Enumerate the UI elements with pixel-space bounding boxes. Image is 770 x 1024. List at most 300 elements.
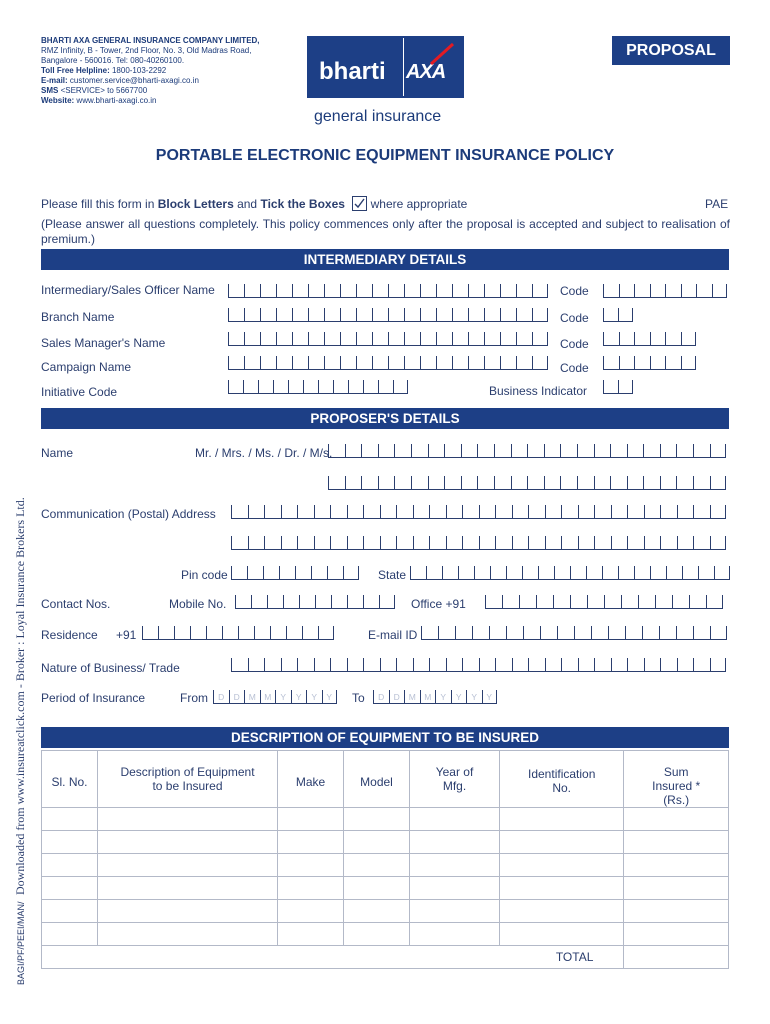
char-cell[interactable]	[380, 536, 397, 550]
char-cell[interactable]	[619, 332, 635, 346]
date-cell[interactable]: Y	[322, 690, 338, 704]
char-cell[interactable]	[404, 356, 420, 370]
table-row[interactable]	[42, 923, 729, 946]
char-cell[interactable]	[356, 356, 372, 370]
char-cell[interactable]	[650, 284, 666, 298]
char-cell[interactable]	[327, 566, 343, 580]
char-cell[interactable]	[644, 658, 661, 672]
char-cell[interactable]	[235, 595, 251, 609]
char-cell[interactable]	[458, 566, 474, 580]
char-cell[interactable]	[676, 444, 693, 458]
char-cell[interactable]	[710, 536, 727, 550]
char-cell[interactable]	[665, 356, 681, 370]
char-cell[interactable]	[428, 444, 445, 458]
char-cell[interactable]	[677, 505, 694, 519]
officer-name-field[interactable]	[228, 284, 548, 298]
char-cell[interactable]	[446, 536, 463, 550]
char-cell[interactable]	[347, 595, 363, 609]
char-cell[interactable]	[479, 658, 496, 672]
char-cell[interactable]	[461, 476, 478, 490]
char-cell[interactable]	[484, 284, 500, 298]
char-cell[interactable]	[696, 284, 712, 298]
char-cell[interactable]	[413, 505, 430, 519]
char-cell[interactable]	[489, 626, 506, 640]
char-cell[interactable]	[710, 505, 727, 519]
char-cell[interactable]	[468, 332, 484, 346]
char-cell[interactable]	[308, 308, 324, 322]
char-cell[interactable]	[611, 536, 628, 550]
char-cell[interactable]	[462, 505, 479, 519]
char-cell[interactable]	[372, 308, 388, 322]
char-cell[interactable]	[158, 626, 174, 640]
char-cell[interactable]	[468, 356, 484, 370]
char-cell[interactable]	[586, 566, 602, 580]
char-cell[interactable]	[494, 476, 511, 490]
char-cell[interactable]	[591, 626, 608, 640]
char-cell[interactable]	[426, 566, 442, 580]
char-cell[interactable]	[228, 380, 243, 394]
address-field-line1[interactable]	[231, 505, 726, 519]
char-cell[interactable]	[536, 595, 553, 609]
char-cell[interactable]	[388, 284, 404, 298]
char-cell[interactable]	[638, 595, 655, 609]
date-cell[interactable]: Y	[435, 690, 451, 704]
char-cell[interactable]	[682, 566, 698, 580]
char-cell[interactable]	[618, 566, 634, 580]
char-cell[interactable]	[540, 626, 557, 640]
char-cell[interactable]	[544, 476, 561, 490]
char-cell[interactable]	[519, 595, 536, 609]
char-cell[interactable]	[627, 444, 644, 458]
char-cell[interactable]	[372, 332, 388, 346]
char-cell[interactable]	[689, 595, 706, 609]
char-cell[interactable]	[318, 626, 334, 640]
date-cell[interactable]: M	[244, 690, 260, 704]
date-cell[interactable]: M	[420, 690, 436, 704]
char-cell[interactable]	[345, 476, 362, 490]
char-cell[interactable]	[263, 566, 279, 580]
char-cell[interactable]	[331, 595, 347, 609]
char-cell[interactable]	[279, 566, 295, 580]
char-cell[interactable]	[627, 476, 644, 490]
char-cell[interactable]	[495, 658, 512, 672]
char-cell[interactable]	[340, 284, 356, 298]
char-cell[interactable]	[260, 284, 276, 298]
name-field-line2[interactable]	[328, 476, 726, 490]
char-cell[interactable]	[363, 658, 380, 672]
char-cell[interactable]	[603, 380, 618, 394]
char-cell[interactable]	[231, 566, 247, 580]
char-cell[interactable]	[299, 595, 315, 609]
char-cell[interactable]	[267, 595, 283, 609]
char-cell[interactable]	[303, 380, 318, 394]
char-cell[interactable]	[594, 658, 611, 672]
table-row[interactable]	[42, 854, 729, 877]
char-cell[interactable]	[528, 658, 545, 672]
char-cell[interactable]	[477, 476, 494, 490]
char-cell[interactable]	[281, 536, 298, 550]
char-cell[interactable]	[610, 444, 627, 458]
char-cell[interactable]	[286, 626, 302, 640]
char-cell[interactable]	[714, 566, 730, 580]
char-cell[interactable]	[659, 626, 676, 640]
char-cell[interactable]	[608, 626, 625, 640]
char-cell[interactable]	[561, 505, 578, 519]
char-cell[interactable]	[516, 308, 532, 322]
char-cell[interactable]	[436, 332, 452, 346]
date-cell[interactable]: D	[229, 690, 245, 704]
char-cell[interactable]	[311, 566, 327, 580]
char-cell[interactable]	[560, 476, 577, 490]
char-cell[interactable]	[347, 658, 364, 672]
char-cell[interactable]	[570, 566, 586, 580]
char-cell[interactable]	[603, 356, 619, 370]
char-cell[interactable]	[380, 505, 397, 519]
char-cell[interactable]	[222, 626, 238, 640]
char-cell[interactable]	[283, 595, 299, 609]
char-cell[interactable]	[502, 595, 519, 609]
char-cell[interactable]	[315, 595, 331, 609]
char-cell[interactable]	[244, 308, 260, 322]
char-cell[interactable]	[324, 356, 340, 370]
char-cell[interactable]	[343, 566, 359, 580]
char-cell[interactable]	[545, 536, 562, 550]
char-cell[interactable]	[660, 536, 677, 550]
char-cell[interactable]	[578, 536, 595, 550]
char-cell[interactable]	[462, 536, 479, 550]
char-cell[interactable]	[174, 626, 190, 640]
date-cell[interactable]: M	[404, 690, 420, 704]
char-cell[interactable]	[545, 505, 562, 519]
nature-of-business-field[interactable]	[231, 658, 726, 672]
char-cell[interactable]	[308, 284, 324, 298]
char-cell[interactable]	[538, 566, 554, 580]
char-cell[interactable]	[410, 566, 426, 580]
char-cell[interactable]	[302, 626, 318, 640]
char-cell[interactable]	[244, 332, 260, 346]
char-cell[interactable]	[330, 536, 347, 550]
char-cell[interactable]	[260, 308, 276, 322]
char-cell[interactable]	[495, 536, 512, 550]
business-indicator-field[interactable]	[603, 380, 633, 394]
char-cell[interactable]	[619, 356, 635, 370]
char-cell[interactable]	[444, 476, 461, 490]
office-phone-field[interactable]	[485, 595, 723, 609]
char-cell[interactable]	[594, 536, 611, 550]
campaign-code-field[interactable]	[603, 356, 696, 370]
char-cell[interactable]	[512, 536, 529, 550]
char-cell[interactable]	[270, 626, 286, 640]
char-cell[interactable]	[506, 566, 522, 580]
char-cell[interactable]	[455, 626, 472, 640]
officer-code-field[interactable]	[603, 284, 727, 298]
char-cell[interactable]	[511, 476, 528, 490]
char-cell[interactable]	[681, 356, 697, 370]
char-cell[interactable]	[292, 284, 308, 298]
char-cell[interactable]	[292, 356, 308, 370]
char-cell[interactable]	[484, 308, 500, 322]
char-cell[interactable]	[532, 308, 548, 322]
char-cell[interactable]	[553, 595, 570, 609]
char-cell[interactable]	[330, 505, 347, 519]
char-cell[interactable]	[281, 505, 298, 519]
char-cell[interactable]	[238, 626, 254, 640]
char-cell[interactable]	[506, 626, 523, 640]
char-cell[interactable]	[228, 284, 244, 298]
char-cell[interactable]	[388, 308, 404, 322]
char-cell[interactable]	[665, 332, 681, 346]
char-cell[interactable]	[328, 444, 345, 458]
date-cell[interactable]: Y	[275, 690, 291, 704]
date-cell[interactable]: Y	[451, 690, 467, 704]
char-cell[interactable]	[528, 505, 545, 519]
date-cell[interactable]: Y	[306, 690, 322, 704]
char-cell[interactable]	[644, 505, 661, 519]
char-cell[interactable]	[677, 658, 694, 672]
char-cell[interactable]	[618, 308, 633, 322]
char-cell[interactable]	[625, 626, 642, 640]
char-cell[interactable]	[436, 284, 452, 298]
date-cell[interactable]: M	[260, 690, 276, 704]
char-cell[interactable]	[281, 658, 298, 672]
char-cell[interactable]	[264, 536, 281, 550]
char-cell[interactable]	[693, 476, 710, 490]
char-cell[interactable]	[297, 505, 314, 519]
manager-code-field[interactable]	[603, 332, 696, 346]
char-cell[interactable]	[446, 658, 463, 672]
char-cell[interactable]	[693, 444, 710, 458]
char-cell[interactable]	[348, 380, 363, 394]
char-cell[interactable]	[710, 444, 727, 458]
char-cell[interactable]	[477, 444, 494, 458]
char-cell[interactable]	[324, 332, 340, 346]
date-cell[interactable]: D	[373, 690, 389, 704]
email-field[interactable]	[421, 626, 727, 640]
char-cell[interactable]	[706, 595, 723, 609]
char-cell[interactable]	[429, 658, 446, 672]
char-cell[interactable]	[361, 476, 378, 490]
char-cell[interactable]	[264, 505, 281, 519]
char-cell[interactable]	[442, 566, 458, 580]
char-cell[interactable]	[554, 566, 570, 580]
char-cell[interactable]	[396, 505, 413, 519]
char-cell[interactable]	[522, 566, 538, 580]
char-cell[interactable]	[388, 332, 404, 346]
char-cell[interactable]	[594, 505, 611, 519]
char-cell[interactable]	[404, 308, 420, 322]
char-cell[interactable]	[577, 476, 594, 490]
char-cell[interactable]	[340, 308, 356, 322]
char-cell[interactable]	[603, 308, 618, 322]
char-cell[interactable]	[228, 332, 244, 346]
char-cell[interactable]	[318, 380, 333, 394]
char-cell[interactable]	[528, 536, 545, 550]
char-cell[interactable]	[420, 284, 436, 298]
char-cell[interactable]	[712, 284, 728, 298]
char-cell[interactable]	[545, 658, 562, 672]
char-cell[interactable]	[578, 505, 595, 519]
date-cell[interactable]: D	[213, 690, 229, 704]
char-cell[interactable]	[260, 356, 276, 370]
char-cell[interactable]	[516, 332, 532, 346]
char-cell[interactable]	[404, 332, 420, 346]
char-cell[interactable]	[363, 595, 379, 609]
char-cell[interactable]	[523, 626, 540, 640]
char-cell[interactable]	[643, 476, 660, 490]
char-cell[interactable]	[650, 566, 666, 580]
char-cell[interactable]	[710, 626, 727, 640]
char-cell[interactable]	[462, 658, 479, 672]
from-date-field[interactable]	[213, 690, 337, 704]
char-cell[interactable]	[660, 444, 677, 458]
char-cell[interactable]	[206, 626, 222, 640]
char-cell[interactable]	[621, 595, 638, 609]
char-cell[interactable]	[660, 505, 677, 519]
char-cell[interactable]	[452, 284, 468, 298]
char-cell[interactable]	[468, 284, 484, 298]
campaign-name-field[interactable]	[228, 356, 548, 370]
char-cell[interactable]	[660, 476, 677, 490]
char-cell[interactable]	[372, 356, 388, 370]
char-cell[interactable]	[276, 356, 292, 370]
char-cell[interactable]	[561, 536, 578, 550]
char-cell[interactable]	[420, 332, 436, 346]
char-cell[interactable]	[446, 505, 463, 519]
char-cell[interactable]	[356, 284, 372, 298]
char-cell[interactable]	[248, 536, 265, 550]
char-cell[interactable]	[372, 284, 388, 298]
char-cell[interactable]	[681, 284, 697, 298]
char-cell[interactable]	[452, 332, 468, 346]
char-cell[interactable]	[258, 380, 273, 394]
char-cell[interactable]	[297, 658, 314, 672]
table-row[interactable]	[42, 900, 729, 923]
char-cell[interactable]	[228, 356, 244, 370]
char-cell[interactable]	[512, 505, 529, 519]
char-cell[interactable]	[468, 308, 484, 322]
char-cell[interactable]	[429, 536, 446, 550]
char-cell[interactable]	[655, 595, 672, 609]
char-cell[interactable]	[363, 536, 380, 550]
char-cell[interactable]	[394, 476, 411, 490]
char-cell[interactable]	[634, 356, 650, 370]
char-cell[interactable]	[244, 356, 260, 370]
char-cell[interactable]	[472, 626, 489, 640]
char-cell[interactable]	[627, 658, 644, 672]
char-cell[interactable]	[698, 566, 714, 580]
char-cell[interactable]	[411, 476, 428, 490]
residence-phone-field[interactable]	[142, 626, 334, 640]
date-cell[interactable]: Y	[291, 690, 307, 704]
date-cell[interactable]: D	[389, 690, 405, 704]
char-cell[interactable]	[516, 284, 532, 298]
state-field[interactable]	[410, 566, 730, 580]
char-cell[interactable]	[413, 536, 430, 550]
char-cell[interactable]	[710, 658, 727, 672]
char-cell[interactable]	[297, 536, 314, 550]
char-cell[interactable]	[532, 332, 548, 346]
char-cell[interactable]	[574, 626, 591, 640]
char-cell[interactable]	[452, 308, 468, 322]
char-cell[interactable]	[479, 536, 496, 550]
char-cell[interactable]	[438, 626, 455, 640]
char-cell[interactable]	[461, 444, 478, 458]
char-cell[interactable]	[681, 332, 697, 346]
char-cell[interactable]	[676, 476, 693, 490]
char-cell[interactable]	[643, 444, 660, 458]
char-cell[interactable]	[292, 308, 308, 322]
table-row[interactable]	[42, 877, 729, 900]
char-cell[interactable]	[650, 356, 666, 370]
char-cell[interactable]	[672, 595, 689, 609]
char-cell[interactable]	[676, 626, 693, 640]
char-cell[interactable]	[347, 505, 364, 519]
char-cell[interactable]	[345, 444, 362, 458]
char-cell[interactable]	[495, 505, 512, 519]
char-cell[interactable]	[634, 332, 650, 346]
address-field-line2[interactable]	[231, 536, 726, 550]
char-cell[interactable]	[308, 356, 324, 370]
char-cell[interactable]	[436, 308, 452, 322]
char-cell[interactable]	[560, 444, 577, 458]
char-cell[interactable]	[511, 444, 528, 458]
char-cell[interactable]	[142, 626, 158, 640]
char-cell[interactable]	[404, 284, 420, 298]
char-cell[interactable]	[494, 444, 511, 458]
char-cell[interactable]	[333, 380, 348, 394]
char-cell[interactable]	[490, 566, 506, 580]
char-cell[interactable]	[693, 536, 710, 550]
char-cell[interactable]	[666, 566, 682, 580]
char-cell[interactable]	[276, 284, 292, 298]
char-cell[interactable]	[292, 332, 308, 346]
char-cell[interactable]	[436, 356, 452, 370]
char-cell[interactable]	[527, 476, 544, 490]
char-cell[interactable]	[190, 626, 206, 640]
char-cell[interactable]	[394, 444, 411, 458]
char-cell[interactable]	[603, 332, 619, 346]
date-cell[interactable]: Y	[466, 690, 482, 704]
char-cell[interactable]	[693, 658, 710, 672]
char-cell[interactable]	[532, 356, 548, 370]
char-cell[interactable]	[314, 658, 331, 672]
char-cell[interactable]	[602, 566, 618, 580]
char-cell[interactable]	[479, 505, 496, 519]
char-cell[interactable]	[411, 444, 428, 458]
char-cell[interactable]	[248, 658, 265, 672]
char-cell[interactable]	[634, 566, 650, 580]
char-cell[interactable]	[288, 380, 303, 394]
char-cell[interactable]	[330, 658, 347, 672]
char-cell[interactable]	[231, 505, 248, 519]
char-cell[interactable]	[570, 595, 587, 609]
char-cell[interactable]	[677, 536, 694, 550]
date-cell[interactable]: Y	[482, 690, 498, 704]
char-cell[interactable]	[251, 595, 267, 609]
name-field-line1[interactable]	[328, 444, 726, 458]
char-cell[interactable]	[421, 626, 438, 640]
char-cell[interactable]	[248, 505, 265, 519]
char-cell[interactable]	[254, 626, 270, 640]
char-cell[interactable]	[587, 595, 604, 609]
char-cell[interactable]	[610, 476, 627, 490]
char-cell[interactable]	[500, 308, 516, 322]
char-cell[interactable]	[603, 284, 619, 298]
char-cell[interactable]	[618, 380, 633, 394]
char-cell[interactable]	[356, 308, 372, 322]
char-cell[interactable]	[388, 356, 404, 370]
char-cell[interactable]	[243, 380, 258, 394]
